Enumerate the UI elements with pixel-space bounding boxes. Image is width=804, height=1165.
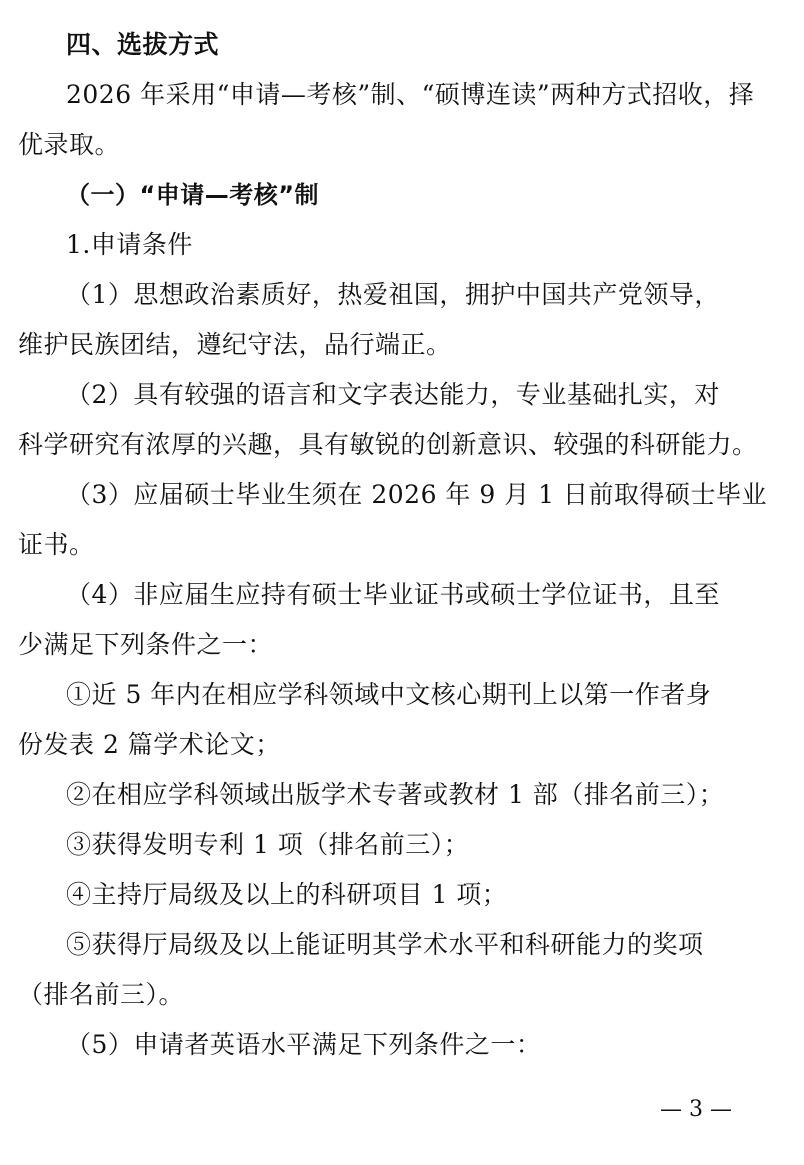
condition-3-line-1: （3）应届硕士毕业生须在 2026 年 9 月 1 日前取得硕士毕业 bbox=[66, 480, 768, 509]
condition-2-line-1: （2）具有较强的语言和文字表达能力，专业基础扎实，对 bbox=[66, 380, 720, 409]
condition-3-line-2: 证书。 bbox=[18, 530, 95, 559]
sub-condition-5-line-2: （排名前三）。 bbox=[18, 980, 185, 1009]
item1-heading: 1.申请条件 bbox=[66, 230, 193, 259]
sub-condition-1-line-2: 份发表 2 篇学术论文； bbox=[18, 730, 281, 759]
page-number: — 3 — bbox=[660, 1097, 732, 1122]
sub-condition-1-line-1: ①近 5 年内在相应学科领域中文核心期刊上以第一作者身 bbox=[66, 680, 712, 709]
condition-1-line-1: （1）思想政治素质好，热爱祖国，拥护中国共产党领导， bbox=[66, 280, 720, 309]
condition-4-line-1: （4）非应届生应持有硕士毕业证书或硕士学位证书，且至 bbox=[66, 580, 720, 609]
condition-4-line-2: 少满足下列条件之一： bbox=[18, 630, 274, 659]
sub-condition-5-line-1: ⑤获得厅局级及以上能证明其学术水平和科研能力的奖项 bbox=[66, 930, 704, 959]
sub-condition-2: ②在相应学科领域出版学术专著或教材 1 部（排名前三）； bbox=[66, 780, 725, 809]
intro-line-1: 2026 年采用“申请—考核”制、“硕博连读”两种方式招收，择 bbox=[66, 80, 755, 109]
subsection-heading: （一）“申请—考核”制 bbox=[66, 181, 320, 209]
condition-5-line-1: （5）申请者英语水平满足下列条件之一： bbox=[66, 1030, 542, 1059]
condition-2-line-2: 科学研究有浓厚的兴趣，具有敏锐的创新意识、较强的科研能力。 bbox=[18, 430, 758, 459]
intro-line-2: 优录取。 bbox=[18, 130, 121, 159]
section-heading: 四、选拔方式 bbox=[66, 30, 220, 59]
condition-1-line-2: 维护民族团结，遵纪守法，品行端正。 bbox=[18, 330, 452, 359]
sub-condition-4: ④主持厅局级及以上的科研项目 1 项； bbox=[66, 880, 508, 909]
sub-condition-3: ③获得发明专利 1 项（排名前三）； bbox=[66, 830, 470, 859]
